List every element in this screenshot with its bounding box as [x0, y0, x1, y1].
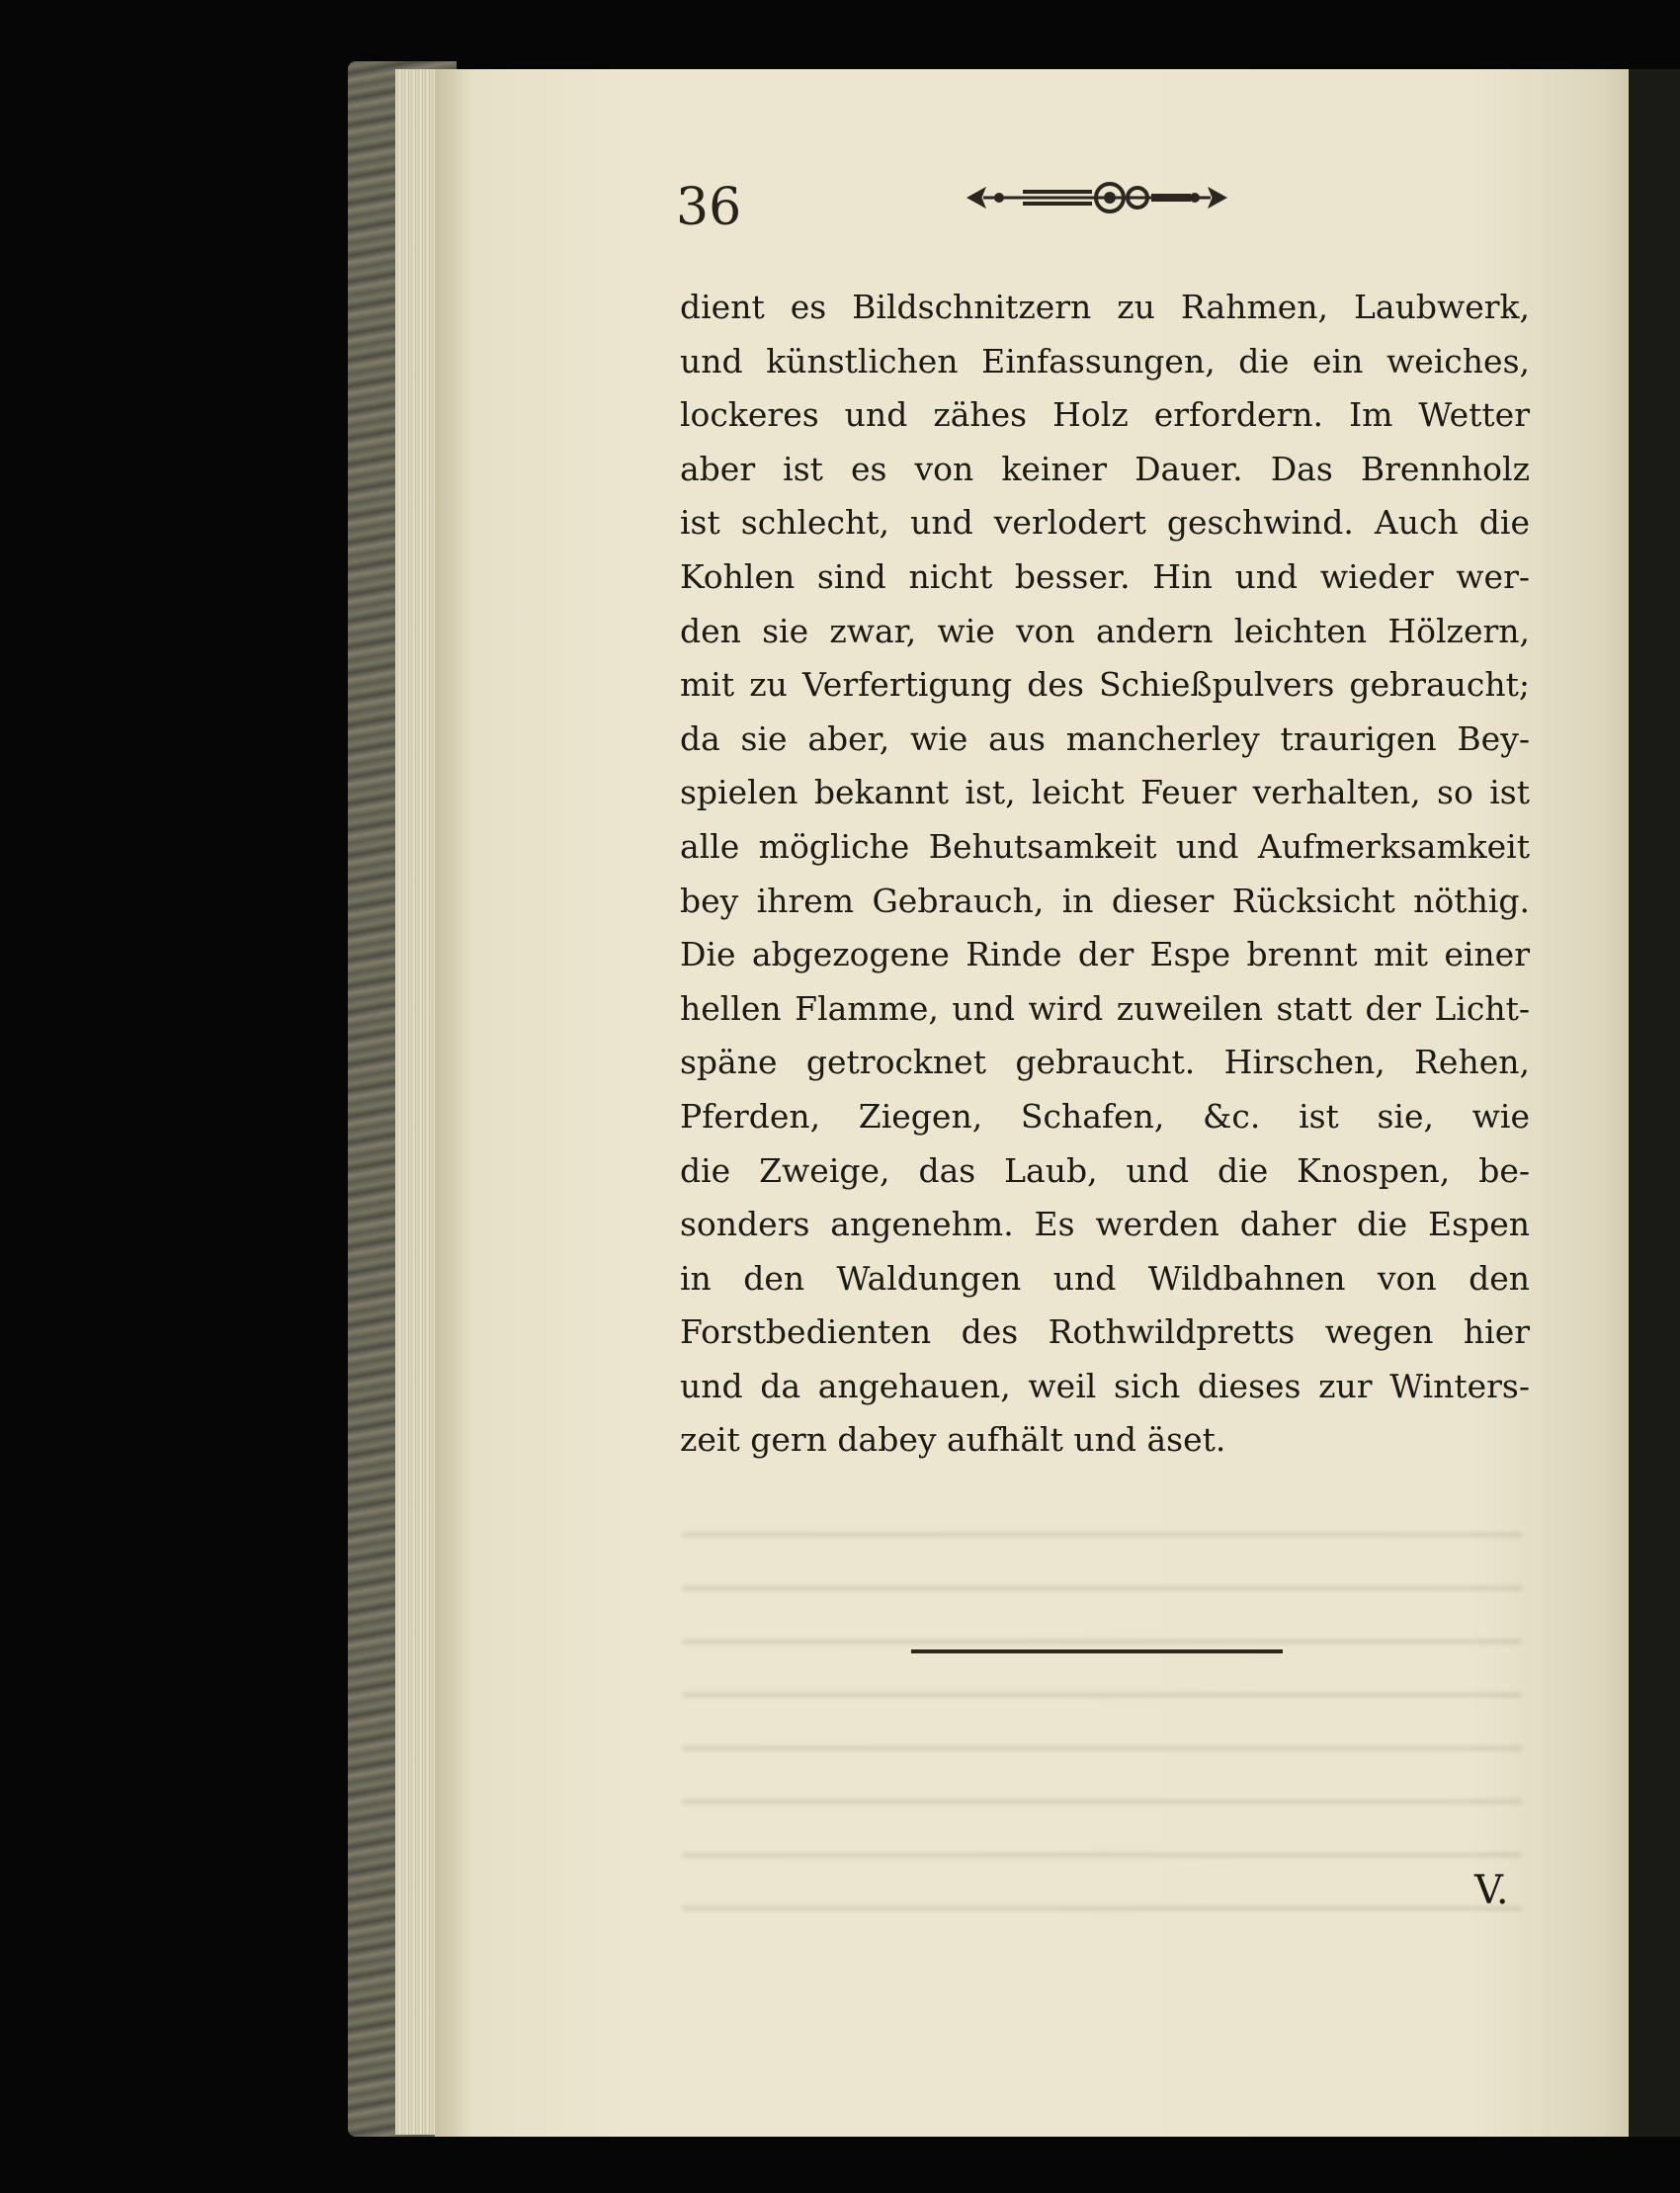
text-line: den sie zwar, wie von andern leichten Hölzern, — [680, 611, 1530, 650]
text-line: in den Waldungen und Wildbahnen von den — [680, 1258, 1530, 1298]
text-line: Kohlen sind nicht besser. Hin und wieder wer- — [680, 556, 1530, 596]
page-number: 36 — [676, 178, 742, 237]
facing-page-edge — [1629, 69, 1680, 2137]
text-line: mit zu Verfertigung des Schießpulvers gebraucht; — [680, 665, 1530, 705]
catchword: V. — [1474, 1868, 1509, 1913]
text-line: sonders angenehm. Es werden daher die Espen — [680, 1205, 1530, 1244]
text-line: spielen bekannt ist, leicht Feuer verhalten, so ist — [680, 773, 1530, 812]
text-line: zeit gern dabey aufhält und äset. — [680, 1420, 1226, 1460]
text-line: alle mögliche Behutsamkeit und Aufmerksamkeit — [680, 826, 1530, 866]
text-line: Pferden, Ziegen, Schafen, &c. ist sie, wie — [680, 1096, 1530, 1136]
section-rule — [911, 1649, 1283, 1653]
text-line: und da angehauen, weil sich dieses zur Winters- — [680, 1366, 1530, 1405]
text-line: da sie aber, wie aus mancherley traurigen Bey- — [680, 718, 1530, 758]
text-line: lockeres und zähes Holz erfordern. Im Wetter — [680, 395, 1530, 435]
body-text — [680, 281, 1530, 1468]
text-line: aber ist es von keiner Dauer. Das Brennholz — [680, 449, 1530, 488]
text-line: späne getrocknet gebraucht. Hirschen, Rehen, — [680, 1043, 1530, 1082]
bleed-through-text — [682, 1522, 1522, 1937]
text-line: und künstlichen Einfassungen, die ein weiches, — [680, 341, 1530, 380]
text-line: die Zweige, das Laub, und die Knospen, be- — [680, 1150, 1530, 1190]
text-line: bey ihrem Gebrauch, in dieser Rücksicht nöthig. — [680, 881, 1530, 920]
text-line: hellen Flamme, und wird zuweilen statt der Licht- — [680, 988, 1530, 1028]
text-line: ist schlecht, und verlodert geschwind. Auch die — [680, 503, 1530, 543]
text-line: dient es Bildschnitzern zu Rahmen, Laubwerk, — [680, 288, 1530, 326]
text-line: Die abgezogene Rinde der Espe brennt mit einer — [680, 935, 1530, 974]
text-line: Forstbedienten des Rothwildpretts wegen hier — [680, 1312, 1530, 1352]
ornament-icon — [964, 176, 1230, 219]
